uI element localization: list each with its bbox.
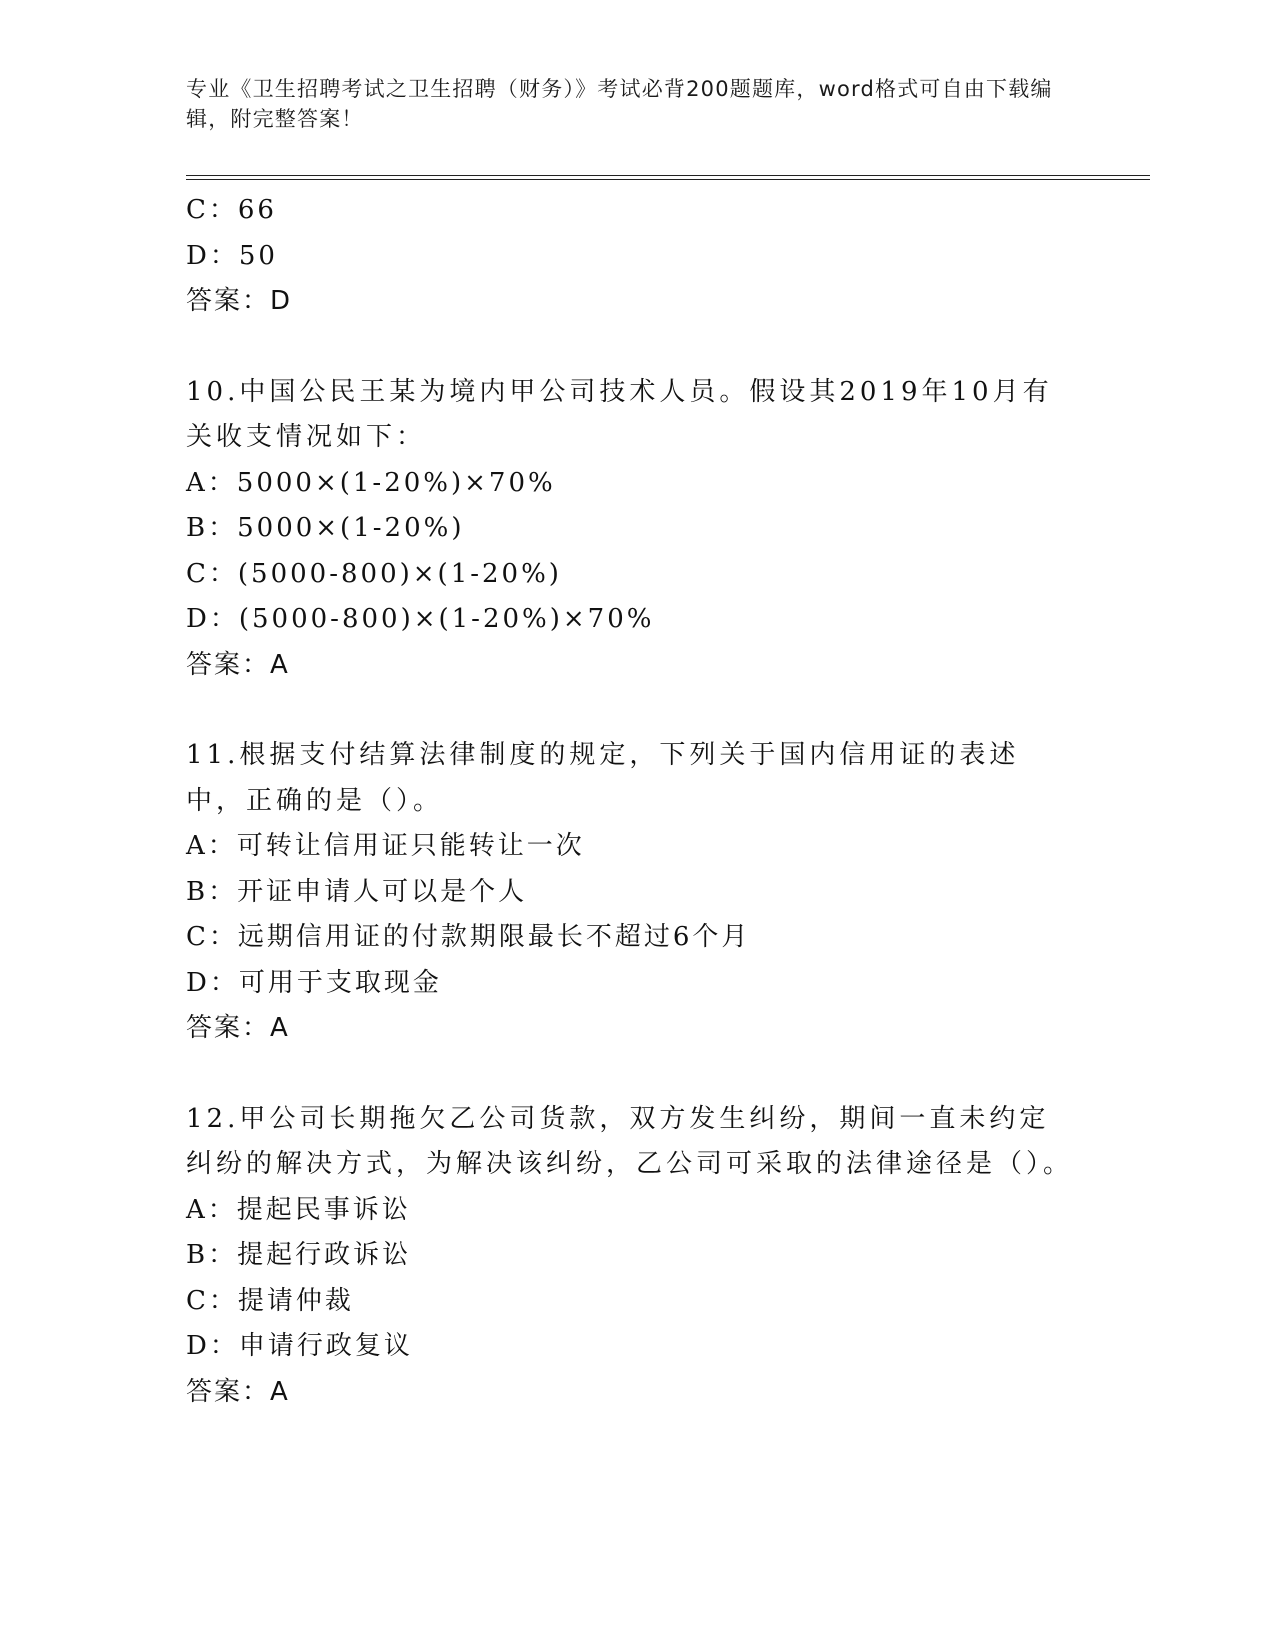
page-header: 专业《卫生招聘考试之卫生招聘（财务）》考试必背200题题库，word格式可自由下载编辑，附完整答案！ — [186, 77, 1053, 131]
option-a: A：5000×(1-20%)×70% — [186, 467, 556, 498]
question-stem: 11.根据支付结算法律制度的规定，下列关于国内信用证的表述中，正确的是（）。 — [186, 740, 1020, 816]
option-b: B：5000×(1-20%) — [186, 513, 465, 543]
option-a: A：提起民事诉讼 — [186, 1194, 411, 1225]
option-d: D：可用于支取现金 — [186, 967, 442, 998]
spacer — [186, 325, 1086, 370]
answer-line: 答案：A — [186, 1013, 290, 1043]
answer-line: 答案：A — [186, 1376, 290, 1407]
option-b: B：提起行政诉讼 — [186, 1240, 412, 1270]
spacer — [186, 1052, 1086, 1097]
option-c: C：(5000-800)×(1-20%) — [186, 558, 562, 589]
spacer — [186, 688, 1086, 733]
option-d: D：申请行政复议 — [186, 1331, 413, 1361]
option-c: C：远期信用证的付款期限最长不超过6个月 — [186, 922, 751, 952]
option-d: D：(5000-800)×(1-20%)×70% — [186, 604, 655, 634]
option-a: A：可转让信用证只能转让一次 — [186, 831, 585, 861]
option-c: C：66 — [186, 195, 277, 225]
question-9-tail — [186, 188, 1086, 325]
question-11 — [186, 733, 1086, 1052]
header-divider — [186, 175, 1150, 180]
question-12 — [186, 1097, 1086, 1416]
option-c: C：提请仲裁 — [186, 1285, 354, 1316]
answer-line: 答案：A — [186, 649, 290, 680]
question-stem: 12.甲公司长期拖欠乙公司货款，双方发生纠纷，期间一直未约定纠纷的解决方式，为解决该纠纷，乙公司可采取的法律途径是（）。 — [186, 1103, 1074, 1179]
question-10 — [186, 370, 1086, 689]
option-b: B：开证申请人可以是个人 — [186, 876, 528, 907]
answer-line: 答案：D — [186, 286, 293, 316]
question-stem: 10.中国公民王某为境内甲公司技术人员。假设其2019年10月有关收支情况如下： — [186, 376, 1053, 452]
option-d: D：50 — [186, 240, 278, 271]
question-list — [186, 188, 1086, 1415]
